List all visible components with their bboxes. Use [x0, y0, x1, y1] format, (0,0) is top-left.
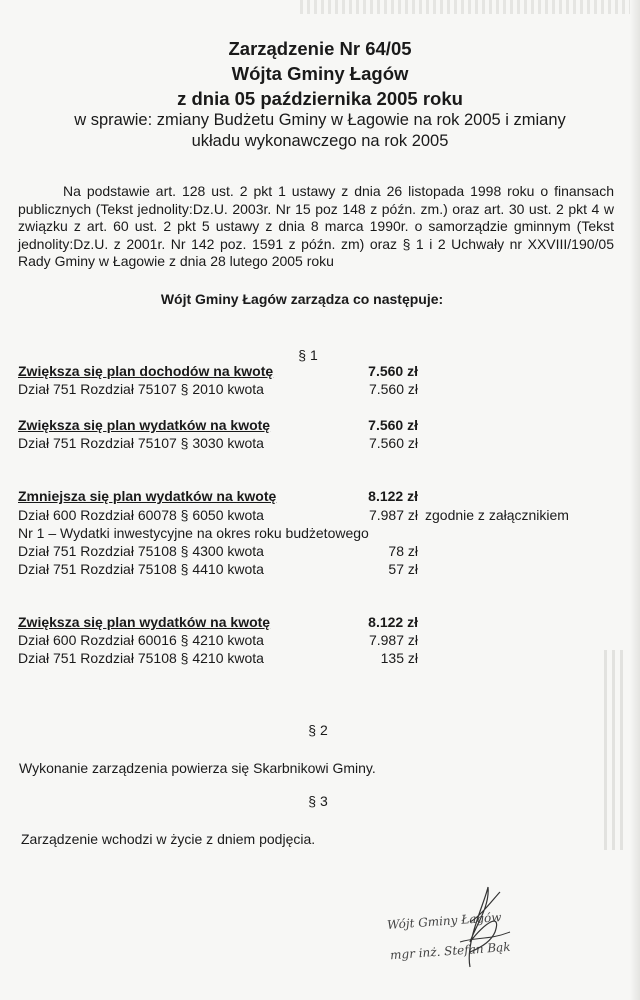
- handwritten-signature: [440, 882, 520, 972]
- block1-line1: Dział 751 Rozdział 75107 § 2010 kwota: [18, 381, 264, 397]
- block3-line1-continuation: Nr 1 – Wydatki inwestycyjne na okres roku budżetowego: [18, 525, 369, 541]
- signature-name: mgr inż. Stefan Bąk: [389, 939, 511, 963]
- block3-total: 8.122 zł: [368, 488, 418, 504]
- subject-line-2: układu wykonawczego na rok 2005: [191, 132, 449, 150]
- block4-line2: Dział 751 Rozdział 75108 § 4210 kwota: [18, 650, 264, 666]
- signature-title: Wójt Gminy Łagów: [386, 910, 502, 932]
- block2-line1-amount: 7.560 zł: [368, 435, 418, 451]
- block4-line2-amount: 135 zł: [380, 650, 418, 666]
- block4-heading: Zwiększa się plan wydatków na kwotę: [18, 614, 271, 630]
- scan-edge-top: [300, 0, 640, 14]
- block3-line1-note: zgodnie z załącznikiem: [425, 507, 569, 523]
- block3-line1: Dział 600 Rozdział 60078 § 6050 kwota: [18, 507, 264, 523]
- block2-total: 7.560 zł: [368, 417, 418, 433]
- bleed-through-text: [604, 650, 634, 870]
- block4-total: 8.122 zł: [368, 614, 418, 630]
- block3-line2: Dział 751 Rozdział 75108 § 4300 kwota: [18, 543, 264, 559]
- block3-heading: Zmniejsza się plan wydatków na kwotę: [18, 488, 277, 504]
- title-line-3: z dnia 05 października 2005 roku: [177, 88, 463, 109]
- title-line-2: Wójta Gminy Łagów: [231, 63, 409, 84]
- block1-heading: Zwiększa się plan dochodów na kwotę: [18, 363, 274, 379]
- block4-line1: Dział 600 Rozdział 60016 § 4210 kwota: [18, 632, 264, 648]
- subject-line-1: w sprawie: zmiany Budżetu Gminy w Łagowie na rok 2005 i zmiany: [74, 111, 566, 129]
- preamble-text: Na podstawie art. 128 ust. 2 pkt 1 ustawy z dnia 26 listopada 1998 roku o finansach publicznych (Tekst jednolity:Dz.U. 2003r. Nr 15 poz 148 z późn. zm.) oraz art. 30 ust. 2 pkt 4 w związku z art. 60 ust. 2 pkt 5 ustawy z dnia 8 marca 1990r. o samorządzie gminnym (Tekst jednolity:Dz.U. z 2001r. Nr 142 poz. 1591 z późn. zm) oraz § 1 i 2 Uchwały nr XXVIII/190/05 Rady Gminy w Łagowie z dnia 28 lutego 2005 roku: [18, 183, 614, 270]
- block1-total: 7.560 zł: [368, 363, 418, 379]
- block3-line3: Dział 751 Rozdział 75108 § 4410 kwota: [18, 561, 264, 577]
- block1-line1-amount: 7.560 zł: [368, 381, 418, 397]
- block3-line2-amount: 78 zł: [388, 543, 418, 559]
- block2-line1: Dział 751 Rozdział 75107 § 3030 kwota: [18, 435, 264, 451]
- section-2-text: Wykonanie zarządzenia powierza się Skarbnikowi Gminy.: [19, 760, 376, 776]
- section-3-label: § 3: [308, 793, 328, 809]
- block2-heading: Zwiększa się plan wydatków na kwotę: [18, 417, 271, 433]
- section-3-text: Zarządzenie wchodzi w życie z dniem podjęcia.: [21, 831, 316, 847]
- title-line-1: Zarządzenie Nr 64/05: [228, 38, 412, 59]
- section-1-label: § 1: [298, 347, 318, 363]
- block3-line3-amount: 57 zł: [388, 561, 418, 577]
- block3-line1-amount: 7.987 zł: [368, 507, 418, 523]
- section-2-label: § 2: [308, 722, 328, 738]
- preamble-paragraph: [18, 183, 614, 271]
- block4-line1-amount: 7.987 zł: [368, 632, 418, 648]
- decree-line: Wójt Gminy Łagów zarządza co następuje:: [160, 291, 444, 307]
